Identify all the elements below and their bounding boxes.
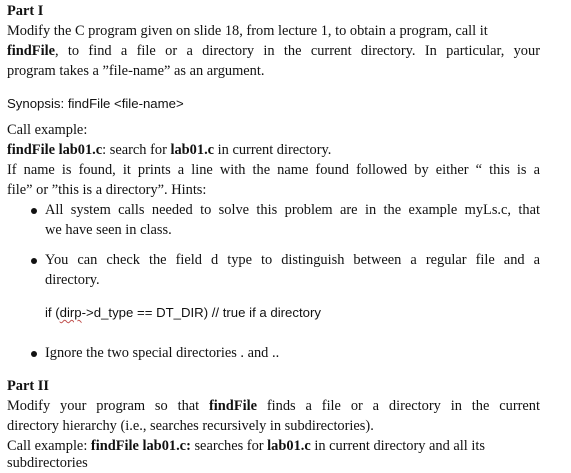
spell-check-underline: dirp (59, 305, 82, 320)
part1-intro-line-1: Modify the C program given on slide 18, from lecture 1, to obtain a program, call it (7, 23, 488, 39)
synopsis: Synopsis: findFile <file-name> (7, 96, 184, 111)
part2-line-4: subdirectories (7, 455, 88, 471)
part2-line-3: Call example: findFile lab01.c: searches for lab01.c in current directory and all its (7, 438, 485, 454)
hint-1-line-1: All system calls needed to solve this problem are in the example myLs.c, that (45, 202, 540, 218)
part2-line-2: directory hierarchy (i.e., searches recursively in subdirectories). (7, 418, 374, 434)
bullet-icon (31, 351, 37, 357)
code-example: if (dirp->d_type == DT_DIR) // true if a directory (45, 305, 321, 320)
call-example-line: findFile lab01.c: search for lab01.c in current directory. (7, 142, 332, 158)
hint-3: Ignore the two special directories . and .. (45, 345, 280, 361)
part2-heading: Part II (7, 378, 49, 394)
call-example-label: Call example: (7, 122, 88, 138)
program-name: findFile (7, 43, 55, 59)
part1-intro-line-2: findFile, to find a file or a directory in the current directory. In particular, your (7, 43, 540, 59)
found-line-2: file” or ”this is a directory”. Hints: (7, 182, 207, 198)
part1-intro-line-3: program takes a ”file-name” as an argument. (7, 63, 265, 79)
part1-heading: Part I (7, 3, 44, 19)
hint-2-line-1: You can check the field d type to distinguish between a regular file and a (45, 252, 540, 268)
hint-2-line-2: directory. (45, 272, 100, 288)
bullet-icon (31, 258, 37, 264)
hint-1-line-2: we have seen in class. (45, 222, 172, 238)
part2-line-1: Modify your program so that findFile finds a file or a directory in the current (7, 398, 540, 414)
found-line-1: If name is found, it prints a line with the name found followed by either “ this is a (7, 162, 540, 178)
bullet-icon (31, 208, 37, 214)
